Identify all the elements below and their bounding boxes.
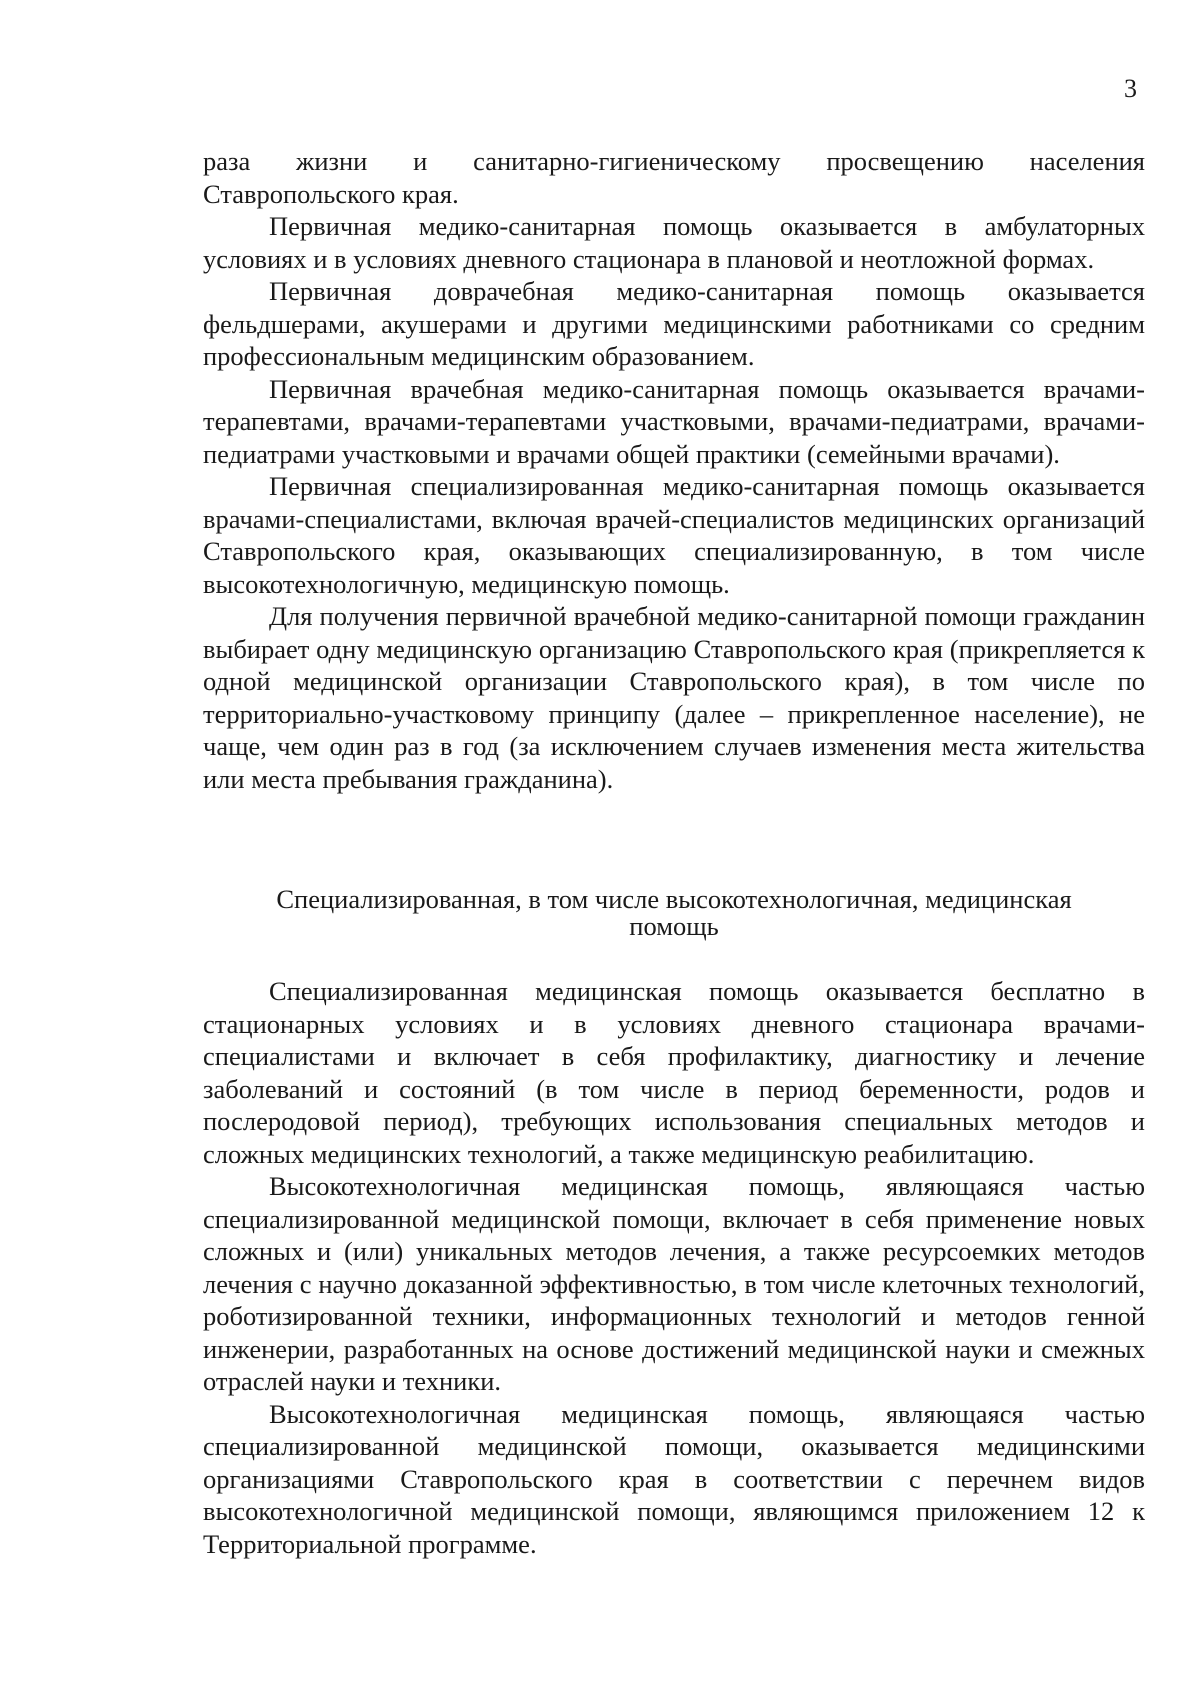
body-text-top bbox=[203, 145, 1145, 795]
paragraph-continuation: раза жизни и санитарно-гигиеническому просвещению населения Ставропольского края. bbox=[203, 146, 1145, 209]
paragraph-physician-care: Первичная врачебная медико-санитарная помощь оказывается врачами-терапевтами, врачами-терапевтами участковыми, врачами-педиатрами, врачами-педиатрами участковыми и врачами общей практики (семейными врачами). bbox=[203, 373, 1145, 469]
paragraph-specialized-primary-care: Первичная специализированная медико-санитарная помощь оказывается врачами-специалистами, включая врачей-специалистов медицинских организаций Ставропольского края, оказывающих специализированную, в том числе высокотехнологичную, медицинскую помощь. bbox=[203, 471, 1145, 599]
paragraph-specialized-care: Специализированная медицинская помощь оказывается бесплатно в стационарных условиях и в условиях дневного стационара врачами-специалистами и включает в себя профилактику, диагностику и лечение заболеваний и состояний (в том числе в период беременности, родов и послеродовой период), требующих использования специальных методов и сложных медицинских технологий, а также медицинскую реабилитацию. bbox=[203, 976, 1145, 1169]
section-heading bbox=[203, 886, 1145, 940]
paragraph-high-tech-care-provision: Высокотехнологичная медицинская помощь, являющаяся частью специализированной медицинской помощи, оказывается медицинскими организациями Ставропольского края в соответствии с перечнем видов высокотехнологичной медицинской помощи, являющимся приложением 12 к Территориальной программе. bbox=[203, 1398, 1145, 1559]
paragraph-primary-care: Первичная медико-санитарная помощь оказывается в амбулаторных условиях и в условиях дневного стационара в плановой и неотложной формах. bbox=[203, 211, 1145, 274]
paragraph-organization-choice: Для получения первичной врачебной медико-санитарной помощи гражданин выбирает одну медицинскую организацию Ставропольского края (прикрепляется к одной медицинской организации Ставропольского края), в том числе по территориально-участковому принципу (далее – прикрепленное население), не чаще, чем один раз в год (за исключением случаев изменения места жительства или места пребывания гражданина). bbox=[203, 601, 1145, 794]
paragraph-pre-medical-care: Первичная доврачебная медико-санитарная помощь оказывается фельдшерами, акушерами и другими медицинскими работниками со средним профессиональным медицинским образованием. bbox=[203, 276, 1145, 371]
section-heading-line-1: Специализированная, в том числе высокотехнологичная, медицинская bbox=[276, 884, 1072, 914]
section-heading-line-2: помощь bbox=[629, 911, 719, 941]
body-text-bottom bbox=[203, 975, 1145, 1560]
page-number: 3 bbox=[1124, 74, 1137, 103]
paragraph-high-tech-care-definition: Высокотехнологичная медицинская помощь, являющаяся частью специализированной медицинской помощи, включает в себя применение новых сложных и (или) уникальных методов лечения, а также ресурсоемких методов лечения с научно доказанной эффективностью, в том числе клеточных технологий, роботизированной техники, информационных технологий и методов генной инженерии, разработанных на основе достижений медицинской науки и смежных отраслей науки и техники. bbox=[203, 1171, 1145, 1396]
